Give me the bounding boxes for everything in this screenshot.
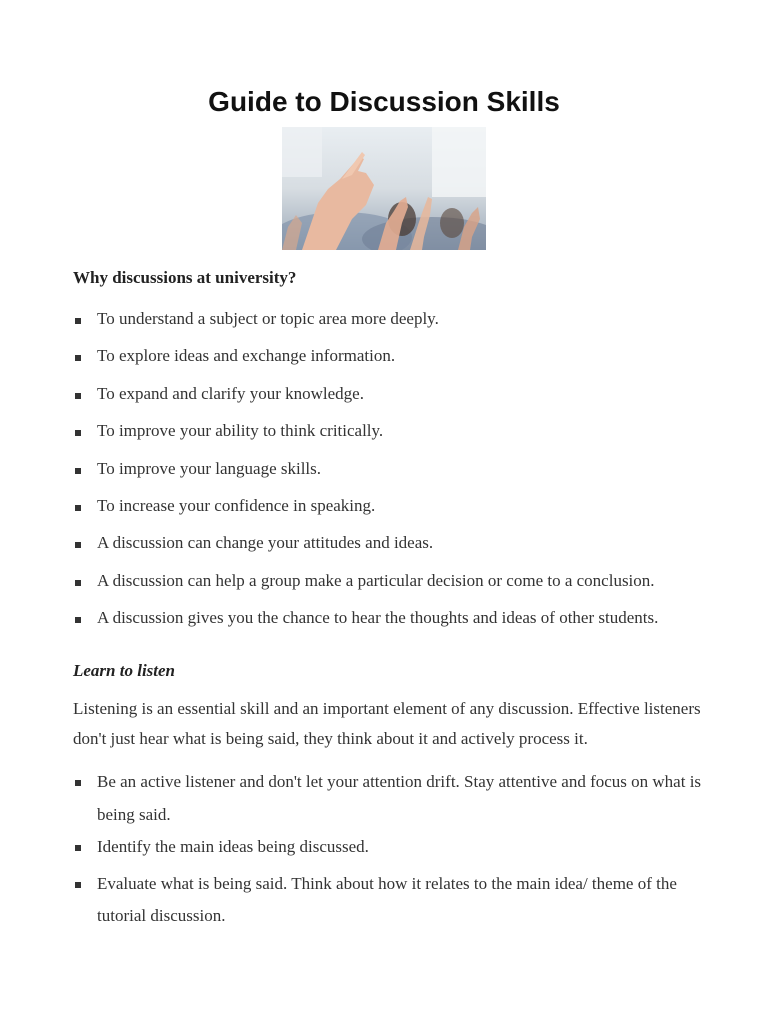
- listening-tips-list: [73, 766, 713, 933]
- list-item: [73, 382, 713, 419]
- bullet-square-icon: [75, 542, 81, 548]
- raised-hands-photo: [282, 127, 486, 250]
- bullet-square-icon: [75, 882, 81, 888]
- list-item-text: A discussion gives you the chance to hear the thoughts and ideas of other students.: [97, 608, 659, 628]
- list-item-text: Be an active listener and don't let your attention drift. Stay attentive and focus on what is being said.: [97, 772, 702, 824]
- list-item-text: A discussion can help a group make a particular decision or come to a conclusion.: [97, 570, 655, 590]
- list-item-text: Evaluate what is being said. Think about how it relates to the main idea/ theme of the tutorial discussion.: [97, 873, 677, 925]
- list-item-text: To understand a subject or topic area more deeply.: [97, 309, 439, 328]
- bullet-square-icon: [75, 318, 81, 324]
- list-item-text: To explore ideas and exchange information.: [97, 346, 396, 366]
- list-item: [73, 868, 713, 933]
- bullet-square-icon: [75, 355, 81, 361]
- list-item: [73, 531, 713, 568]
- listening-paragraph: Listening is an essential skill and an important element of any discussion. Effective listeners don't just hear what is being said, they think about it and actively process it.: [73, 699, 701, 748]
- list-item: [73, 494, 713, 531]
- bullet-square-icon: [75, 430, 81, 436]
- list-item-text: To improve your language skills.: [97, 458, 322, 478]
- bullet-square-icon: [75, 617, 81, 623]
- list-item: [73, 419, 713, 456]
- list-item-text: To expand and clarify your knowledge.: [97, 383, 364, 403]
- list-item-text: To improve your ability to think critically.: [97, 421, 384, 441]
- list-item: [73, 606, 713, 643]
- section-heading-listen: Learn to listen: [73, 661, 176, 680]
- list-item-text: Identify the main ideas being discussed.: [97, 837, 369, 856]
- bullet-square-icon: [75, 468, 81, 474]
- list-item-text: A discussion can change your attitudes and ideas.: [97, 533, 434, 553]
- list-item: [73, 344, 713, 381]
- bullet-square-icon: [75, 505, 81, 511]
- bullet-square-icon: [75, 845, 81, 851]
- list-item-text: To increase your confidence in speaking.: [97, 495, 376, 515]
- bullet-square-icon: [75, 780, 81, 786]
- bullet-square-icon: [75, 580, 81, 586]
- list-item: [73, 569, 713, 606]
- list-item: [73, 766, 713, 831]
- list-item: [73, 457, 713, 494]
- section-heading-why: Why discussions at university?: [73, 268, 297, 287]
- list-item: [73, 831, 713, 864]
- reasons-list: [73, 307, 713, 644]
- bullet-square-icon: [75, 393, 81, 399]
- list-item: [73, 307, 713, 344]
- page-title: Guide to Discussion Skills: [208, 86, 560, 117]
